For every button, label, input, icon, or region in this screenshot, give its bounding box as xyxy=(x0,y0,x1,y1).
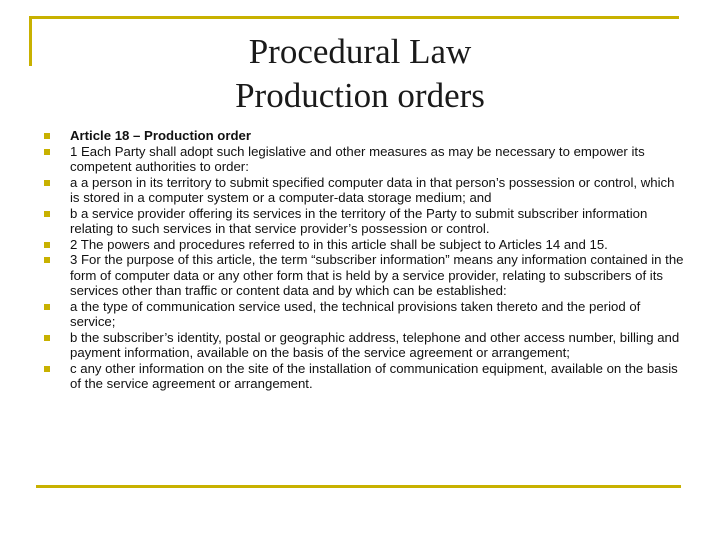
list-item xyxy=(44,252,684,299)
square-bullet-icon xyxy=(44,133,50,139)
square-bullet-icon xyxy=(44,180,50,186)
list-item xyxy=(44,299,684,330)
list-item-text: a a person in its territory to submit specified computer data in that person’s possession or control, which is stored in a computer system or a computer-data storage medium; and xyxy=(70,174,675,205)
list-item-article-heading xyxy=(44,128,684,144)
title-line-2: Production orders xyxy=(235,76,485,115)
bullet-list xyxy=(44,128,684,392)
list-item xyxy=(44,206,684,237)
list-item-text: b a service provider offering its services in the territory of the Party to submit subscriber information relating to such services in that service provider’s possession or control. xyxy=(70,205,648,236)
square-bullet-icon xyxy=(44,211,50,217)
square-bullet-icon xyxy=(44,366,50,372)
list-item xyxy=(44,361,684,392)
list-item-text: a the type of communication service used, the technical provisions taken thereto and the period of service; xyxy=(70,298,641,329)
frame-bottom-border xyxy=(36,485,681,488)
list-item-text: c any other information on the site of the installation of communication equipment, available on the basis of the service agreement or arrangement. xyxy=(70,360,678,391)
square-bullet-icon xyxy=(44,149,50,155)
frame-top-border xyxy=(29,16,679,19)
list-item-text: Article 18 – Production order xyxy=(70,128,252,143)
list-item-text: 3 For the purpose of this article, the term “subscriber information” means any information contained in the form of computer data or any other form that is held by a service provider, relating to subscribers of its services other than traffic or content data and by which can be established: xyxy=(70,252,684,298)
square-bullet-icon xyxy=(44,242,50,248)
title-line-1: Procedural Law xyxy=(248,32,472,71)
square-bullet-icon xyxy=(44,335,50,341)
list-item xyxy=(44,237,684,253)
square-bullet-icon xyxy=(44,304,50,310)
slide-title xyxy=(0,30,720,118)
list-item-text: b the subscriber’s identity, postal or geographic address, telephone and other access number, billing and payment information, available on the basis of the service agreement or arrangement; xyxy=(70,329,680,360)
square-bullet-icon xyxy=(44,257,50,263)
list-item xyxy=(44,144,684,175)
list-item xyxy=(44,175,684,206)
list-item-text: 1 Each Party shall adopt such legislative and other measures as may be necessary to empower its competent authorities to order: xyxy=(70,143,645,174)
list-item-text: 2 The powers and procedures referred to in this article shall be subject to Articles 14 and 15. xyxy=(70,236,608,252)
list-item xyxy=(44,330,684,361)
